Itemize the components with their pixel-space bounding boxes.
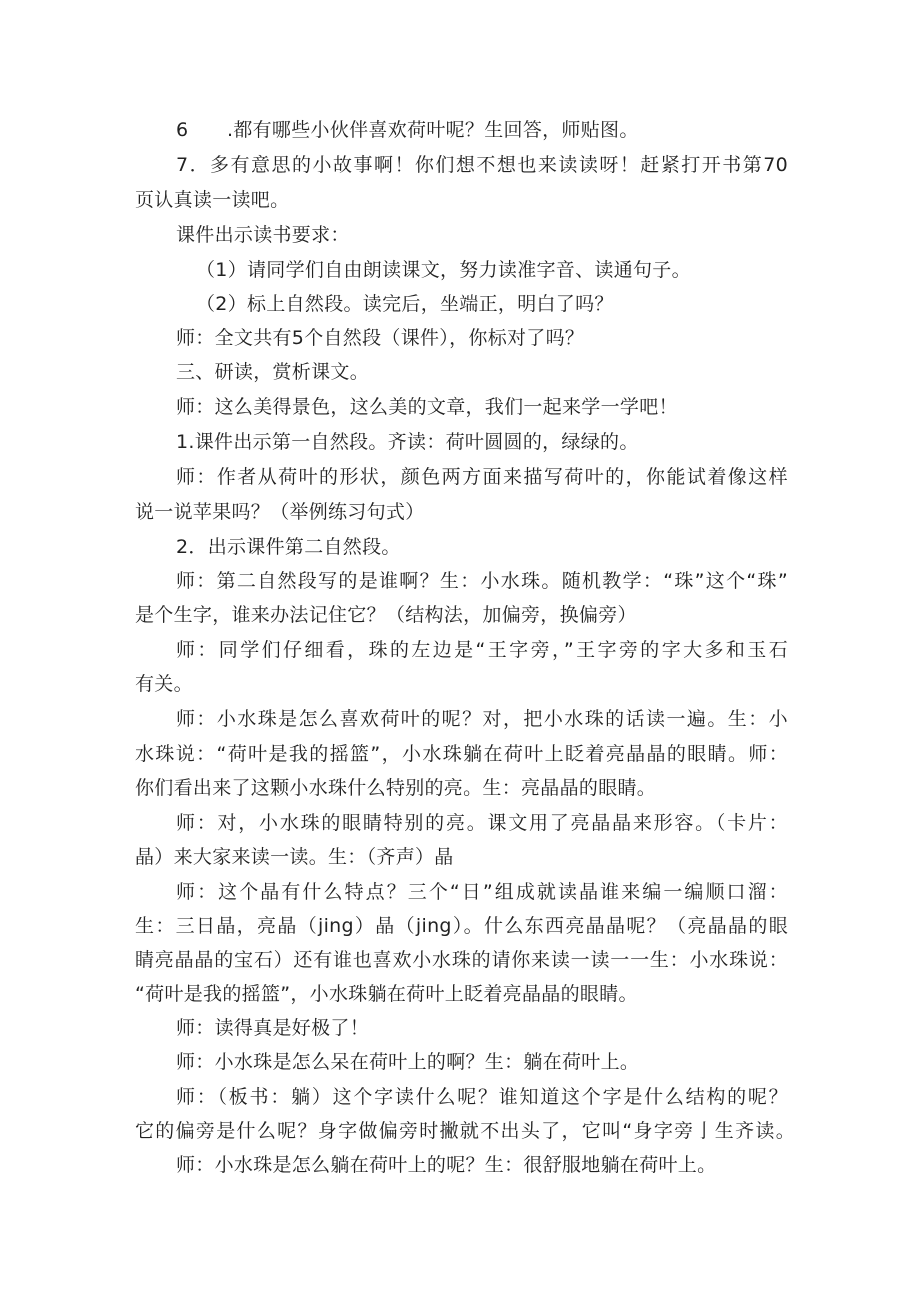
paragraph-item-1: 1.课件出示第一自然段。齐读：荷叶圆圆的，绿绿的。 (176, 431, 639, 453)
teacher-line: 师：这么美得景色，这么美的文章，我们一起来学一学吧！ (176, 396, 678, 418)
paragraph-item-2: 2．出示课件第二自然段。 (176, 536, 401, 558)
teacher-line-cont: 是个生字，谁来办法记住它？（结构法，加偏旁，换偏旁） (135, 604, 637, 626)
teacher-line-cont: 它的偏旁是什么呢？身字做偏旁时撇就不出头了，它叫“身字旁亅生齐读。 (135, 1120, 795, 1142)
paragraph-item-7: 7．多有意思的小故事啊！你们想不想也来读读呀！赶紧打开书第70 (176, 154, 788, 176)
teacher-line: 师：全文共有5个自然段（课件），你标对了吗？ (176, 327, 585, 349)
requirement-1: （1）请同学们自由朗读课文，努力读准字音、读通句子。 (196, 259, 691, 281)
paragraph-item-6: 6 .都有哪些小伙伴喜欢荷叶呢？生回答，师贴图。 (176, 119, 639, 141)
teacher-line: 师：第二自然段写的是谁啊？生：小水珠。随机教学：“珠”这个“珠” (176, 570, 788, 592)
paragraph-item-7-cont: 页认真读一读吧。 (135, 189, 290, 211)
teacher-line-cont: 有关。 (135, 673, 193, 695)
teacher-line: 师：小水珠是怎么喜欢荷叶的呢？对，把小水珠的话读一遍。生：小 (176, 708, 788, 730)
requirement-2: （2）标上自然段。读完后，坐端正，明白了吗？ (196, 293, 614, 315)
teacher-line: 师：同学们仔细看，珠的左边是“王字旁，”王字旁的字大多和玉石 (176, 639, 788, 661)
teacher-line-cont: “荷叶是我的摇篮”，小水珠躺在荷叶上眨着亮晶晶的眼睛。 (135, 983, 638, 1005)
teacher-line-cont: 水珠说：“荷叶是我的摇篮”，小水珠躺在荷叶上眨着亮晶晶的眼睛。师： (135, 743, 788, 765)
teacher-line-cont: 生：三日晶，亮晶（jing）晶（jing）。什么东西亮晶晶呢？（亮晶晶的眼 (135, 915, 788, 937)
teacher-line-cont: 晶）来大家来读一读。生：（齐声）晶 (135, 846, 454, 868)
teacher-line: 师：（板书：躺）这个字读什么呢？谁知道这个字是什么结构的呢？ (176, 1086, 788, 1108)
teacher-line: 师：作者从荷叶的形状，颜色两方面来描写荷叶的，你能试着像这样 (176, 466, 788, 488)
teacher-line: 师：小水珠是怎么呆在荷叶上的啊？生：躺在荷叶上。 (176, 1051, 640, 1073)
section-heading-3: 三、研读，赏析课文。 (176, 361, 370, 383)
teacher-line: 师：对，小水珠的眼睛特别的亮。课文用了亮晶晶来形容。（卡片： (176, 812, 788, 834)
teacher-line-cont: 睛亮晶晶的宝石）还有谁也喜欢小水珠的请你来读一读一一生：小水珠说： (135, 949, 788, 971)
teacher-line: 师：读得真是好极了！ (176, 1017, 370, 1039)
teacher-line-cont: 你们看出来了这颗小水珠什么特别的亮。生：亮晶晶的眼睛。 (135, 777, 657, 799)
reading-requirements-heading: 课件出示读书要求： (176, 224, 350, 246)
teacher-line: 师：小水珠是怎么躺在荷叶上的呢？生：很舒服地躺在荷叶上。 (176, 1154, 717, 1176)
teacher-line-cont: 说一说苹果吗？（举例练习句式） (135, 501, 425, 523)
teacher-line: 师：这个晶有什么特点？三个“日”组成就读晶谁来编一编顺口溜： (176, 881, 788, 903)
